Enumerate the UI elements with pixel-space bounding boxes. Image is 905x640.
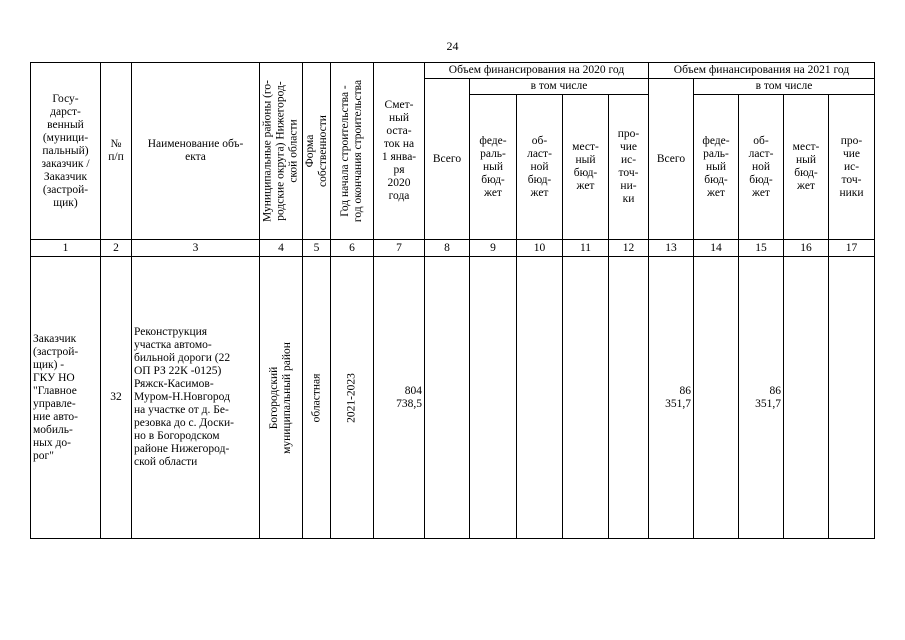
header-including-2021: в том числе [694, 79, 875, 95]
header-other-2021: про- чие ис- точ- ники [829, 95, 875, 240]
header-object-name: Наименование объ- екта [132, 63, 260, 240]
header-number: № п/п [101, 63, 132, 240]
header-other-2020: про- чие ис- точ- ни- ки [609, 95, 649, 240]
header-financing-2020: Объем финансирования на 2020 год [425, 63, 649, 79]
cell-federal-2020 [470, 257, 517, 539]
column-number: 12 [609, 240, 649, 257]
cell-total-2020 [425, 257, 470, 539]
column-number: 1 [31, 240, 101, 257]
column-number: 11 [563, 240, 609, 257]
cell-ownership: областная [303, 257, 331, 539]
cell-total-2021: 86 351,7 [649, 257, 694, 539]
header-district: Муниципальные районы (го- родские округа) Нижегород- ской области [260, 63, 303, 240]
header-years: Год начала строительства - год окончания строительства [331, 63, 374, 240]
column-number: 8 [425, 240, 470, 257]
column-number: 9 [470, 240, 517, 257]
cell-regional-2021: 86 351,7 [739, 257, 784, 539]
cell-local-2021 [784, 257, 829, 539]
header-total-2021: Всего [649, 79, 694, 240]
column-number: 6 [331, 240, 374, 257]
column-number: 5 [303, 240, 331, 257]
cell-object-name: Реконструкция участка автомо- бильной дороги (22 ОП РЗ 22К -0125) Ряжск-Касимов- Муром-Н.Новгород на участке от д. Бе- резовка до с. Доски- но в Богородском районе Нижегород- ской области [132, 257, 260, 539]
column-number: 14 [694, 240, 739, 257]
financing-table [30, 62, 875, 539]
header-local-2020: мест- ный бюд- жет [563, 95, 609, 240]
cell-other-2020 [609, 257, 649, 539]
column-number: 4 [260, 240, 303, 257]
cell-number: 32 [101, 257, 132, 539]
column-number: 17 [829, 240, 875, 257]
column-number: 10 [517, 240, 563, 257]
column-number: 7 [374, 240, 425, 257]
header-local-2021: мест- ный бюд- жет [784, 95, 829, 240]
table-row [31, 257, 875, 539]
cell-district: Богородский муниципальный район [260, 257, 303, 539]
column-number: 13 [649, 240, 694, 257]
header-including-2020: в том числе [470, 79, 649, 95]
header-regional-2021: об- ласт- ной бюд- жет [739, 95, 784, 240]
column-number: 16 [784, 240, 829, 257]
cell-local-2020 [563, 257, 609, 539]
cell-estimate: 804 738,5 [374, 257, 425, 539]
header-financing-2021: Объем финансирования на 2021 год [649, 63, 875, 79]
header-total-2020: Всего [425, 79, 470, 240]
cell-other-2021 [829, 257, 875, 539]
column-number: 15 [739, 240, 784, 257]
cell-customer: Заказчик (застрой- щик) - ГКУ НО "Главное управле- ние авто- мобиль- ных до- рог" [31, 257, 101, 539]
header-federal-2020: феде- раль- ный бюд- жет [470, 95, 517, 240]
cell-regional-2020 [517, 257, 563, 539]
header-customer: Госу- дарст- венный (муници- пальный) заказчик / Заказчик (застрой- щик) [31, 63, 101, 240]
header-ownership: Форма собственности [303, 63, 331, 240]
column-number: 2 [101, 240, 132, 257]
header-federal-2021: феде- раль- ный бюд- жет [694, 95, 739, 240]
header-regional-2020: об- ласт- ной бюд- жет [517, 95, 563, 240]
page-number: 24 [446, 39, 459, 53]
cell-federal-2021 [694, 257, 739, 539]
cell-years: 2021-2023 [331, 257, 374, 539]
header-estimate: Смет- ный оста- ток на 1 янва- ря 2020 года [374, 63, 425, 240]
column-number: 3 [132, 240, 260, 257]
